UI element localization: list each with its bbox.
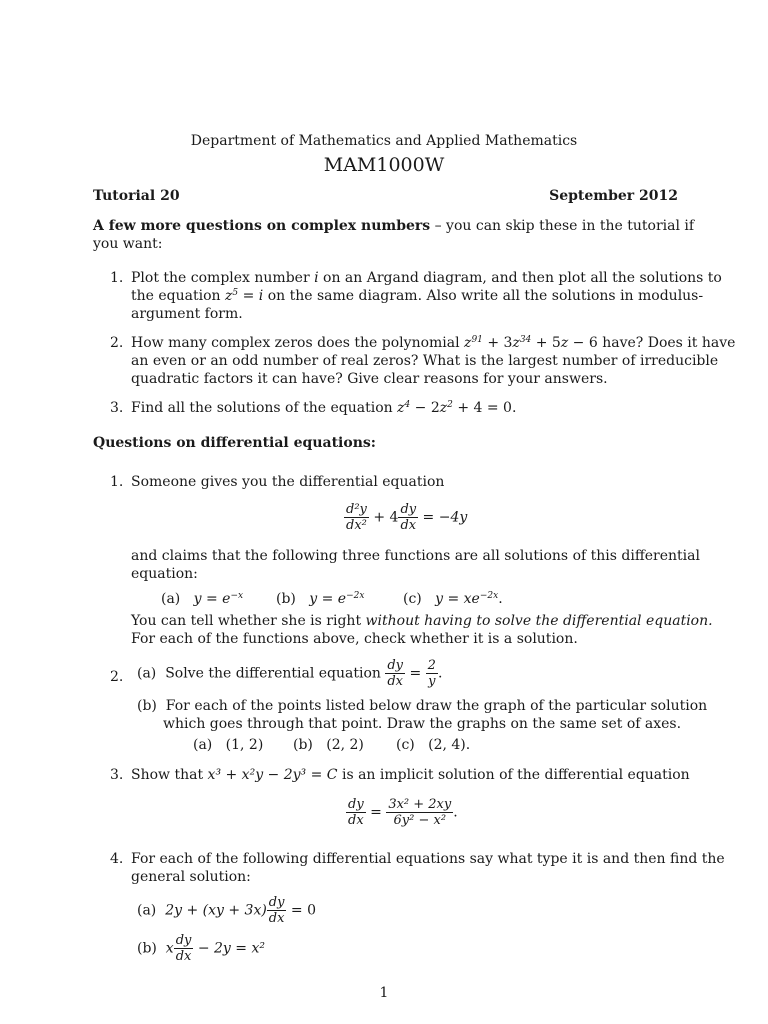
- denominator: y: [428, 674, 436, 689]
- option-expr: y = e: [193, 591, 231, 607]
- diff-q2a: [137, 658, 442, 689]
- diff-q4-number: 4.: [110, 851, 124, 867]
- complex-intro-text: – you can skip these in the tutorial if: [430, 218, 695, 234]
- text: Solve the differential equation: [165, 665, 386, 682]
- complex-q3-line: [131, 399, 516, 417]
- complex-q2-line1: [131, 334, 735, 352]
- exponent: 4: [404, 400, 411, 410]
- option-c: [403, 590, 503, 608]
- math-i: i: [258, 288, 264, 304]
- tutorial-number: Tutorial 20: [93, 188, 180, 204]
- denominator: dx: [175, 949, 192, 964]
- option-label: (b): [276, 591, 296, 607]
- text: is an implicit solution of the differential equation: [337, 767, 690, 783]
- course-code: MAM1000W: [323, 154, 445, 176]
- fraction: [426, 658, 438, 689]
- diff-q3-equation: [346, 797, 458, 828]
- numerator: d²y: [346, 502, 367, 517]
- point-a: [193, 736, 263, 754]
- text: = 0: [286, 902, 317, 919]
- option-a: [161, 590, 243, 608]
- diff-q4-line1: For each of the following differential equations say what type it is and then find the: [131, 851, 725, 867]
- diff-q2b-line2: which goes through that point. Draw the graphs on the same set of axes.: [163, 716, 682, 732]
- fraction: [344, 502, 369, 533]
- text: Show that: [131, 767, 208, 783]
- part-label: (b): [137, 698, 157, 714]
- numerator: 3x² + 2xy: [388, 797, 452, 812]
- expr: 2y + (xy + 3x): [165, 902, 267, 919]
- exponent: 2: [447, 400, 453, 410]
- numerator: dy: [400, 502, 417, 517]
- complex-q1-line3: argument form.: [131, 306, 243, 322]
- text: You can tell whether she is right: [131, 613, 366, 629]
- text: =: [405, 665, 426, 682]
- diff-q1-after1: and claims that the following three functions are all solutions of this differential: [131, 548, 700, 564]
- diff-q1-line: Someone gives you the differential equation: [131, 474, 445, 490]
- denominator: dx: [387, 674, 404, 689]
- exponent: 5: [232, 288, 239, 298]
- diff-q1-number: 1.: [110, 474, 124, 490]
- math-i: i: [314, 270, 319, 286]
- fraction: [267, 895, 287, 926]
- complex-intro-line2: you want:: [93, 236, 163, 252]
- math-z: z: [439, 400, 448, 416]
- point-value: (1, 2): [225, 737, 264, 753]
- complex-q1-number: 1.: [110, 270, 124, 286]
- part-label: (a): [137, 902, 157, 919]
- diff-q3-number: 3.: [110, 767, 124, 783]
- math-z: z: [397, 400, 405, 416]
- complex-q3-number: 3.: [110, 400, 124, 416]
- option-expr: y = xe: [435, 591, 480, 607]
- point-value: (2, 2): [326, 737, 364, 753]
- point-c: [396, 736, 470, 754]
- diff-q2b: [137, 697, 707, 715]
- math-z: z: [225, 288, 233, 304]
- exponent: −2x: [479, 591, 499, 601]
- denominator: dx: [348, 813, 364, 828]
- complex-q2-line3: quadratic factors it can have? Give clear reasons for your answers.: [131, 371, 608, 387]
- fraction: [174, 933, 194, 964]
- diff-q1-after2: equation:: [131, 566, 198, 582]
- complex-intro-heading: A few more questions on complex numbers: [93, 218, 431, 234]
- expr: x: [165, 940, 174, 957]
- diff-q1-equation: [344, 502, 467, 533]
- department-title: Department of Mathematics and Applied Mathematics: [190, 133, 578, 149]
- implicit-expression: x³ + x²y − 2y³ = C: [207, 767, 338, 783]
- math-z: z: [512, 335, 520, 351]
- complex-q1-line1: [131, 269, 722, 287]
- option-label: (c): [403, 591, 422, 607]
- page-number: 1: [379, 985, 389, 1001]
- text: Plot the complex number: [131, 270, 315, 286]
- exponent: 91: [471, 335, 483, 345]
- text: .: [453, 804, 458, 821]
- part-label: (a): [137, 665, 157, 682]
- text: How many complex zeros does the polynomial: [131, 335, 465, 351]
- exponent: 34: [519, 335, 532, 345]
- numerator: dy: [348, 797, 364, 812]
- fraction: [398, 502, 418, 533]
- text: the equation: [131, 288, 225, 304]
- fraction: [386, 797, 453, 828]
- exponent: −x: [230, 591, 244, 601]
- text: + 5: [531, 335, 561, 351]
- option-b: [276, 590, 364, 608]
- point-label: (c): [396, 737, 415, 753]
- text: .: [498, 591, 503, 607]
- text: = −4y: [418, 509, 468, 526]
- denominator: dx²: [346, 518, 367, 533]
- text: − 2: [410, 400, 440, 416]
- point-value: (2, 4).: [428, 737, 471, 753]
- tutorial-date: September 2012: [549, 188, 678, 204]
- text: − 6 have? Does it have: [568, 335, 736, 351]
- point-b: [293, 736, 364, 754]
- math-z: z: [560, 335, 569, 351]
- text: =: [365, 804, 387, 821]
- numerator: 2: [427, 658, 436, 673]
- exponent: −2x: [346, 591, 365, 601]
- emphasis-text: without having to solve the differential equation.: [365, 613, 713, 629]
- text: + 4: [368, 509, 399, 526]
- diff-q2-number: 2.: [110, 669, 124, 685]
- point-label: (a): [193, 737, 213, 753]
- denominator: dx: [268, 911, 285, 926]
- text: Find all the solutions of the equation: [131, 400, 398, 416]
- diff-heading: Questions on differential equations:: [93, 435, 376, 451]
- point-label: (b): [293, 737, 313, 753]
- math-z: z: [464, 335, 472, 351]
- text: + 3: [482, 335, 513, 351]
- fraction: [346, 797, 366, 828]
- diff-q1-tell: [131, 612, 713, 630]
- text: on an Argand diagram, and then plot all the solutions to: [318, 270, 722, 286]
- option-expr: y = e: [309, 591, 347, 607]
- expr: − 2y = x²: [193, 940, 265, 957]
- text: For each of the points listed below draw the graph of the particular solution: [165, 698, 708, 714]
- text: =: [238, 288, 259, 304]
- numerator: dy: [387, 658, 404, 673]
- text: on the same diagram. Also write all the solutions in modulus-: [263, 288, 704, 304]
- diff-q4b: [137, 933, 265, 964]
- text: + 4 = 0.: [452, 400, 517, 416]
- complex-intro: [93, 217, 694, 235]
- denominator: dx: [400, 518, 417, 533]
- numerator: dy: [175, 933, 192, 948]
- complex-q2-line2: an even or an odd number of real zeros? What is the largest number of irreducible: [131, 353, 719, 369]
- denominator: 6y² − x²: [393, 813, 447, 828]
- complex-q2-number: 2.: [110, 335, 124, 351]
- numerator: dy: [268, 895, 285, 910]
- complex-q1-line2: [131, 287, 703, 305]
- diff-q4a: [137, 895, 316, 926]
- diff-q4-line2: general solution:: [131, 869, 251, 885]
- diff-q1-tell2: For each of the functions above, check whether it is a solution.: [131, 631, 578, 647]
- option-label: (a): [161, 591, 181, 607]
- text: .: [437, 665, 443, 682]
- diff-q3-line: [131, 766, 690, 784]
- fraction: [385, 658, 405, 689]
- part-label: (b): [137, 940, 157, 957]
